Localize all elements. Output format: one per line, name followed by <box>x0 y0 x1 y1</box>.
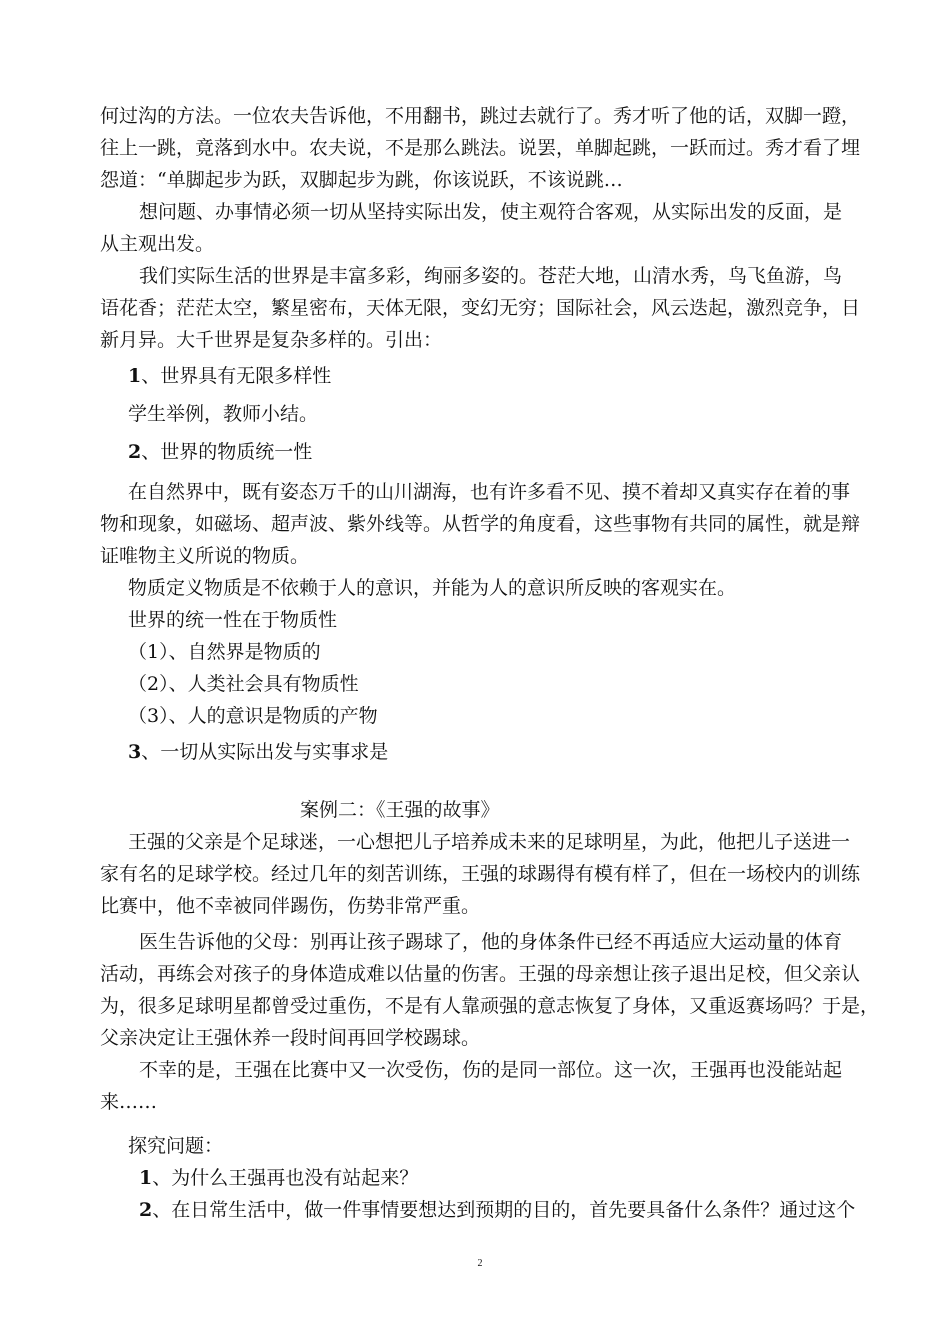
text-line: 家有名的足球学校。经过几年的刻苦训练，王强的球踢得有模有样了，但在一场校内的训练 <box>100 863 861 885</box>
numbered-heading <box>128 440 312 464</box>
question-text: 在日常生活中，做一件事情要想达到预期的目的，首先要具备什么条件？通过这个 <box>171 1199 856 1221</box>
heading-number: 1 <box>128 365 142 387</box>
question-number: 1 <box>139 1167 153 1189</box>
heading-text: 一切从实际出发与实事求是 <box>160 741 389 763</box>
text-line: 证唯物主义所说的物质。 <box>100 545 310 567</box>
text-line: 医生告诉他的父母：别再让孩子踢球了，他的身体条件已经不再适应大运动量的体育 <box>139 931 843 953</box>
section-label: 探究问题： <box>128 1135 224 1157</box>
heading-number: 2 <box>128 441 142 463</box>
case-title: 案例二：《王强的故事》 <box>300 799 500 821</box>
question-number: 2 <box>139 1199 153 1221</box>
text-line: 物和现象，如磁场、超声波、紫外线等。从哲学的角度看，这些事物有共同的属性，就是辩 <box>100 513 861 535</box>
list-item: （2）、人类社会具有物质性 <box>128 673 359 695</box>
list-item: （1）、自然界是物质的 <box>128 641 321 663</box>
text-line: 王强的父亲是个足球迷，一心想把儿子培养成未来的足球明星，为此，他把儿子送进一 <box>128 831 851 853</box>
question-separator: 、 <box>152 1199 172 1221</box>
list-item: （3）、人的意识是物质的产物 <box>128 705 378 727</box>
question-separator: 、 <box>152 1167 172 1189</box>
definition-line: 物质定义物质是不依赖于人的意识，并能为人的意识所反映的客观实在。 <box>128 577 737 599</box>
text-line: 我们实际生活的世界是丰富多彩，绚丽多姿的。苍茫大地，山清水秀，鸟飞鱼游，鸟 <box>139 265 843 287</box>
text-line: 从主观出发。 <box>100 233 215 255</box>
text-line: 语花香；茫茫太空，繁星密布，天体无限，变幻无穷；国际社会，风云迭起，激烈竞争，日 <box>100 297 861 319</box>
text-line: 往上一跳，竟落到水中。农夫说，不是那么跳法。说罢，单脚起跳，一跃而过。秀才看了埋 <box>100 137 861 159</box>
heading-number: 3 <box>128 741 142 763</box>
text-line: 在自然界中，既有姿态万千的山川湖海，也有许多看不见、摸不着却又真实存在着的事 <box>128 481 851 503</box>
text-line: 来…… <box>100 1091 158 1113</box>
question-item <box>139 1198 855 1222</box>
text-line: 怨道：“单脚起步为跃，双脚起步为跳，你该说跃，不该说跳… <box>100 169 623 191</box>
text-line: 想问题、办事情必须一切从坚持实际出发，使主观符合客观，从实际出发的反面，是 <box>139 201 843 223</box>
text-line: 学生举例，教师小结。 <box>128 403 319 425</box>
heading-text: 世界具有无限多样性 <box>160 365 332 387</box>
text-line: 何过沟的方法。一位农夫告诉他，不用翻书，跳过去就行了。秀才听了他的话，双脚一蹬， <box>100 105 861 127</box>
text-line: 活动，再练会对孩子的身体造成难以估量的伤害。王强的母亲想让孩子退出足校，但父亲认 <box>100 963 861 985</box>
numbered-heading <box>128 740 388 764</box>
text-line: 不幸的是，王强在比赛中又一次受伤，伤的是同一部位。这一次，王强再也没能站起 <box>139 1059 843 1081</box>
heading-separator: 、 <box>141 441 161 463</box>
heading-separator: 、 <box>141 365 161 387</box>
heading-text: 世界的物质统一性 <box>160 441 313 463</box>
page-number: 2 <box>477 1258 483 1269</box>
text-line: 世界的统一性在于物质性 <box>128 609 338 631</box>
heading-separator: 、 <box>141 741 161 763</box>
text-line: 新月异。大千世界是复杂多样的。引出： <box>100 329 443 351</box>
question-text: 为什么王强再也没有站起来？ <box>171 1167 419 1189</box>
text-line: 为，很多足球明星都曾受过重伤，不是有人靠顽强的意志恢复了身体，又重返赛场吗？于是， <box>100 995 880 1017</box>
text-line: 比赛中，他不幸被同伴踢伤，伤势非常严重。 <box>100 895 481 917</box>
question-item <box>139 1166 418 1190</box>
numbered-heading <box>128 364 331 388</box>
text-line: 父亲决定让王强休养一段时间再回学校踢球。 <box>100 1027 481 1049</box>
